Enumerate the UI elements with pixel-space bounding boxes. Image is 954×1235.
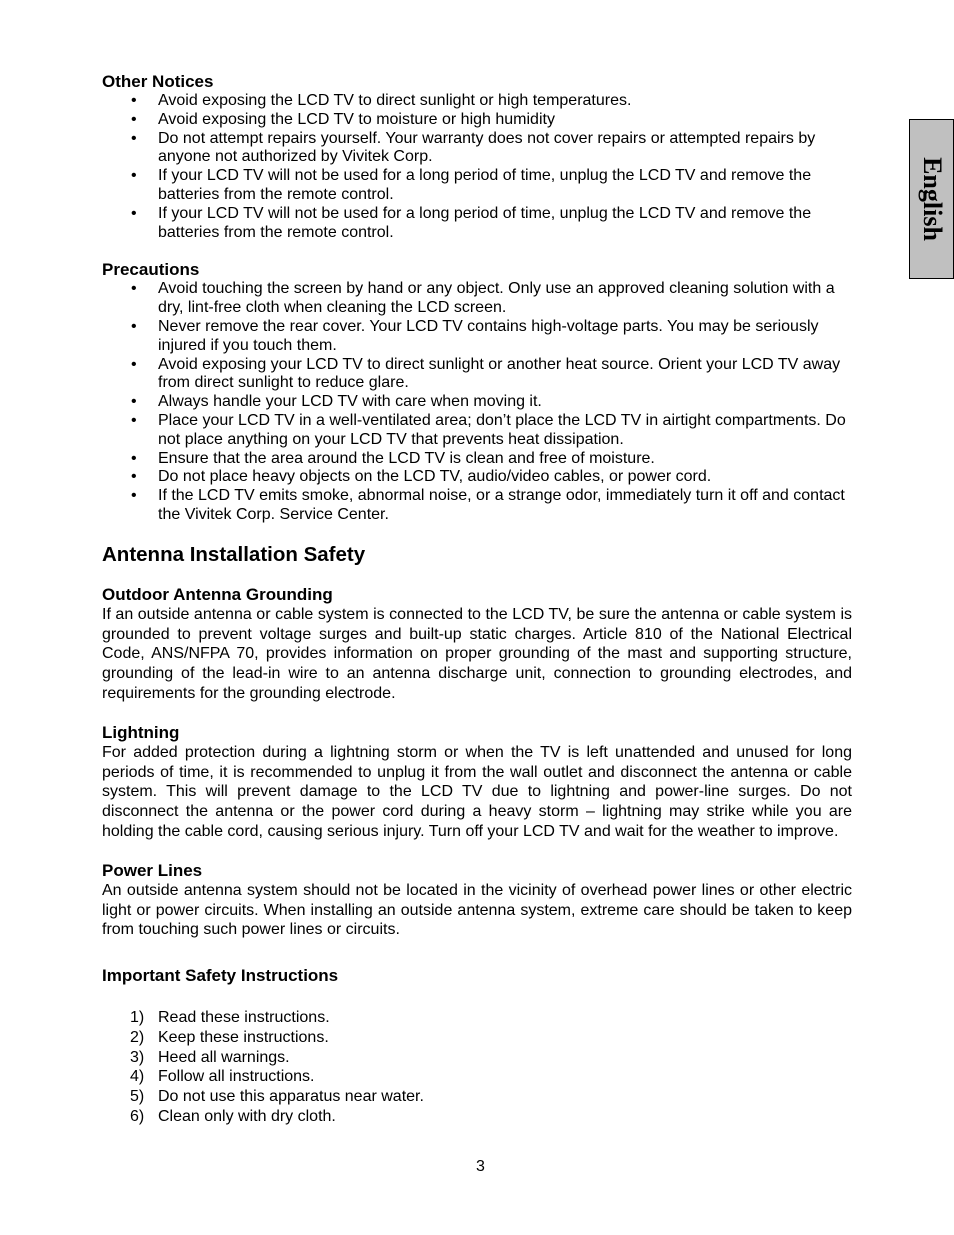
- list-item: • Always handle your LCD TV with care when moving it.: [102, 393, 852, 412]
- list-item: • Do not attempt repairs yourself. Your warranty does not cover repairs or attempted repairs by anyone not authorized by Vivitek Corp.: [102, 130, 852, 168]
- outdoor-grounding-heading: Outdoor Antenna Grounding: [102, 584, 333, 604]
- item-text: Heed all warnings.: [158, 1048, 290, 1066]
- page-number: 3: [476, 1158, 485, 1175]
- page-content: [102, 72, 852, 1127]
- list-item: [102, 1067, 852, 1087]
- power-lines-block: [102, 861, 852, 940]
- language-tab: [909, 119, 954, 279]
- outdoor-grounding-text: If an outside antenna or cable system is connected to the LCD TV, be sure the antenna or cable system is grounded to prevent voltage surges and built-up static charges. Article 810 of the National Electrical Code, ANS/NFPA 70, provides information on proper grounding of the mast and supporting structure, grounding of the lead-in wire to an antenna discharge unit, connection to grounding electrodes, and requirements for the grounding electrode.: [102, 605, 852, 702]
- list-item: • Avoid exposing the LCD TV to moisture or high humidity: [102, 111, 852, 130]
- item-number: 5): [130, 1088, 145, 1106]
- list-item: • Never remove the rear cover. Your LCD TV contains high-voltage parts. You may be seriously injured if you touch them.: [102, 318, 852, 356]
- item-text: Clean only with dry cloth.: [158, 1108, 336, 1126]
- item-text: Do not use this apparatus near water.: [158, 1088, 424, 1106]
- antenna-safety-heading: Antenna Installation Safety: [102, 542, 366, 566]
- list-item: • If the LCD TV emits smoke, abnormal noise, or a strange odor, immediately turn it off and contact the Vivitek Corp. Service Center.: [102, 487, 852, 525]
- lightning-block: [102, 723, 852, 842]
- item-number: 6): [130, 1108, 145, 1126]
- list-item: • Avoid touching the screen by hand or any object. Only use an approved cleaning solution with a dry, lint-free cloth when cleaning the LCD screen.: [102, 280, 852, 318]
- antenna-safety-section: [102, 543, 852, 940]
- item-text: Keep these instructions.: [158, 1028, 329, 1046]
- power-lines-heading: Power Lines: [102, 860, 203, 880]
- list-item: • Ensure that the area around the LCD TV is clean and free of moisture.: [102, 450, 852, 469]
- list-item: • Avoid exposing your LCD TV to direct sunlight or another heat source. Orient your LCD TV away from direct sunlight to reduce glare.: [102, 356, 852, 394]
- item-text: Follow all instructions.: [158, 1068, 315, 1086]
- other-notices-heading: Other Notices: [102, 72, 214, 91]
- item-number: 4): [130, 1068, 145, 1086]
- list-item: • Do not place heavy objects on the LCD TV, audio/video cables, or power cord.: [102, 468, 852, 487]
- important-instructions-list: [102, 1008, 852, 1127]
- list-item: [102, 1048, 852, 1068]
- list-item: • If your LCD TV will not be used for a long period of time, unplug the LCD TV and remove the batteries from the remote control.: [102, 167, 852, 205]
- power-lines-text: An outside antenna system should not be located in the vicinity of overhead power lines or other electric light or power circuits. When installing an outside antenna system, extreme care should be taken to keep from touching such power lines or circuits.: [102, 881, 852, 939]
- item-number: 3): [130, 1048, 145, 1066]
- outdoor-grounding-block: [102, 585, 852, 704]
- important-instructions-section: [102, 966, 852, 1127]
- list-item: [102, 1087, 852, 1107]
- list-item: • Avoid exposing the LCD TV to direct sunlight or high temperatures.: [102, 92, 852, 111]
- list-item: • Place your LCD TV in a well-ventilated area; don’t place the LCD TV in airtight compartments. Do not place anything on your LCD TV that prevents heat dissipation.: [102, 412, 852, 450]
- precautions-heading: Precautions: [102, 260, 200, 280]
- list-item: • If your LCD TV will not be used for a long period of time, unplug the LCD TV and remove the batteries from the remote control.: [102, 205, 852, 243]
- important-instructions-heading: Important Safety Instructions: [102, 966, 339, 986]
- other-notices-section: [102, 72, 852, 242]
- item-number: 2): [130, 1028, 145, 1046]
- list-item: [102, 1028, 852, 1048]
- item-number: 1): [130, 1009, 145, 1027]
- other-notices-list: [102, 92, 852, 242]
- lightning-heading: Lightning: [102, 722, 180, 742]
- precautions-list: [102, 280, 852, 524]
- list-item: [102, 1107, 852, 1127]
- precautions-section: [102, 260, 852, 524]
- lightning-text: For added protection during a lightning storm or when the TV is left unattended and unused for long periods of time, it is recommended to unplug it from the wall outlet and disconnect the antenna or cable system. This will prevent damage to the LCD TV due to lightning and power-line surges. Do not disconnect the antenna or the power cord during a heavy storm – lightning may strike while you are holding the cable cord, causing serious injury. Turn off your LCD TV and wait for the weather to improve.: [102, 743, 852, 840]
- list-item: [102, 1008, 852, 1028]
- language-tab-label: English: [917, 157, 947, 241]
- item-text: Read these instructions.: [158, 1009, 330, 1027]
